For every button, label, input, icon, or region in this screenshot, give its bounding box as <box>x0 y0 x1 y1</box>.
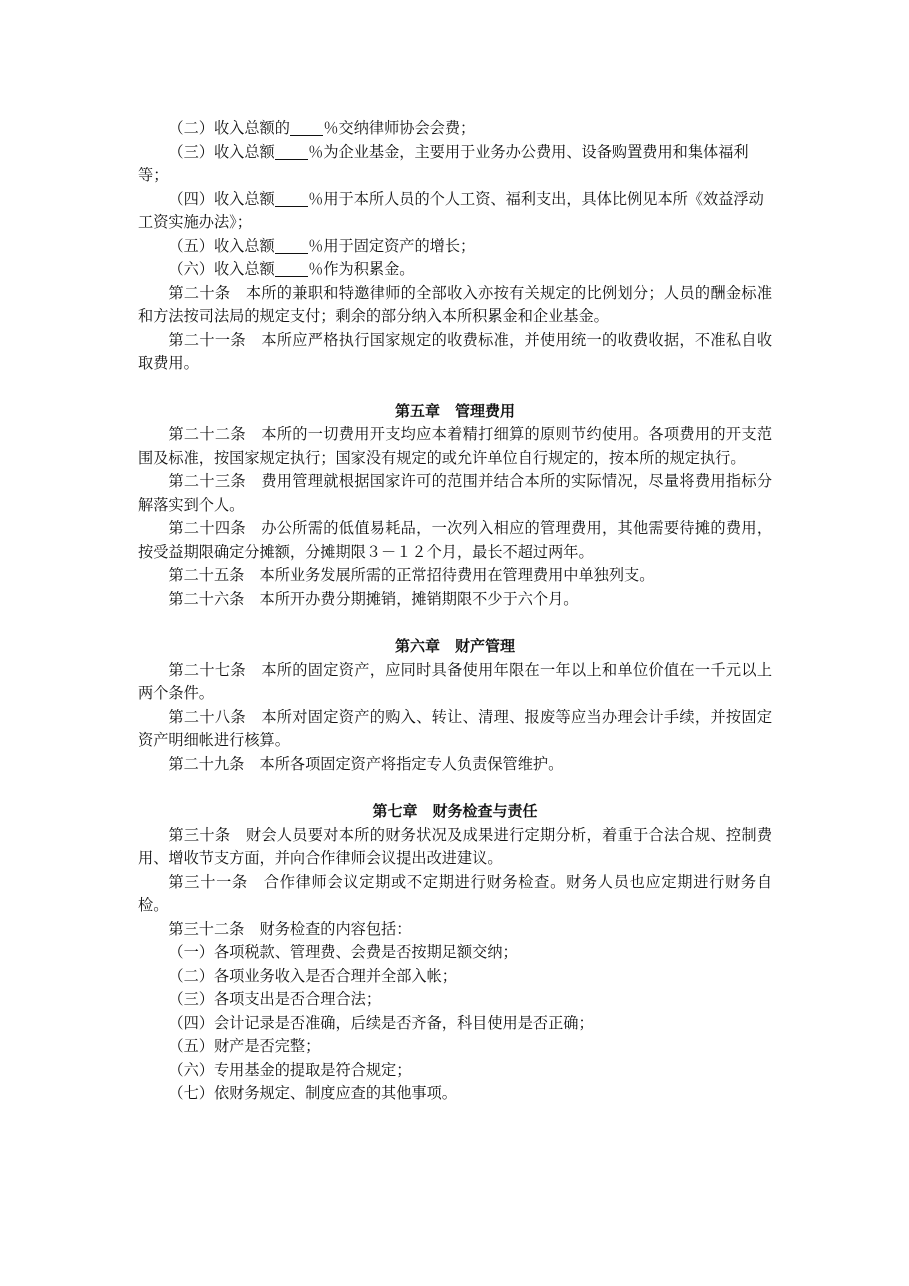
article-29: 第二十九条 本所各项固定资产将指定专人负责保管维护。 <box>168 754 564 773</box>
chapter-7-heading: 第七章 财务检查与责任 <box>372 802 538 820</box>
article-25: 第二十五条 本所业务发展所需的正常招待费用在管理费用中单独列支。 <box>168 566 655 584</box>
check-item-7: （七）依财务规定、制度应查的其他事项。 <box>168 1084 457 1102</box>
blank-field <box>275 190 308 206</box>
check-item-1: （一）各项税款、管理费、会费是否按期足额交纳； <box>168 943 518 961</box>
check-item-3: （三）各项支出是否合理合法； <box>168 990 382 1008</box>
article-20: 第二十条 本所的兼职和特邀律师的全部收入亦按有关规定的比例划分；人员的酬金标准和方法按司法局的规定支付；剩余的部分纳入本所积累金和企业基金。 <box>138 283 773 325</box>
article-30: 第三十条 财会人员要对本所的财务状况及成果进行定期分析，着重于合法合规、控制费用、增收节支方面，并向合作律师会议提出改进建议。 <box>138 825 773 867</box>
chapter-5-heading: 第五章 管理费用 <box>394 401 515 420</box>
blank-field <box>275 237 308 253</box>
article-24: 第二十四条 办公所需的低值易耗品，一次列入相应的管理费用，其他需要待摊的费用，按受益期限确定分摊额，分摊期限３－１２个月，最长不超过两年。 <box>138 519 773 561</box>
article-22: 第二十二条 本所的一切费用开支均应本着精打细算的原则节约使用。各项费用的开支范围及标准，按国家规定执行；国家没有规定的或允许单位自行规定的，按本所的规定执行。 <box>138 425 773 467</box>
check-item-6: （六）专用基金的提取是符合规定； <box>168 1060 412 1079</box>
income-item-5: （五）收入总额 ％用于固定资产的增长； <box>168 236 476 255</box>
chapter-6-heading: 第六章 财产管理 <box>394 637 515 655</box>
check-item-4: （四）会计记录是否准确，后续是否齐备，科目使用是否正确； <box>168 1013 594 1032</box>
document-page <box>138 117 772 1106</box>
check-item-2: （二）各项业务收入是否合理并全部入帐； <box>168 966 457 985</box>
article-28: 第二十八条 本所对固定资产的购入、转让、清理、报废等应当办理会计手续，并按固定资产明细帐进行核算。 <box>138 707 773 749</box>
income-item-2: （二）收入总额的 ％交纳律师协会会费； <box>168 119 476 137</box>
article-31: 第三十一条 合作律师会议定期或不定期进行财务检查。财务人员也应定期进行财务自检。 <box>138 872 773 914</box>
blank-field <box>275 261 308 277</box>
blank-field <box>275 143 308 159</box>
income-item-3: （三）收入总额 ％为企业基金，主要用于业务办公费用、设备购置费用和集体福利等； <box>138 142 749 184</box>
article-21: 第二十一条 本所应严格执行国家规定的收费标准，并使用统一的收费收据，不准私自收取费用。 <box>138 330 773 372</box>
check-item-5: （五）财产是否完整； <box>168 1037 321 1055</box>
blank-field <box>290 120 323 136</box>
income-item-4: （四）收入总额 ％用于本所人员的个人工资、福利支出，具体比例见本所《效益浮动工资实施办法》； <box>138 189 764 231</box>
article-26: 第二十六条 本所开办费分期摊销，摊销期限不少于六个月。 <box>168 589 579 608</box>
article-32: 第三十二条 财务检查的内容包括： <box>168 919 412 938</box>
income-item-6: （六）收入总额 ％作为积累金。 <box>168 260 415 278</box>
article-27: 第二十七条 本所的固定资产，应同时具备使用年限在一年以上和单位价值在一千元以上两个条件。 <box>138 660 773 702</box>
article-23: 第二十三条 费用管理就根据国家许可的范围并结合本所的实际情况，尽量将费用指标分解落实到个人。 <box>138 472 773 514</box>
